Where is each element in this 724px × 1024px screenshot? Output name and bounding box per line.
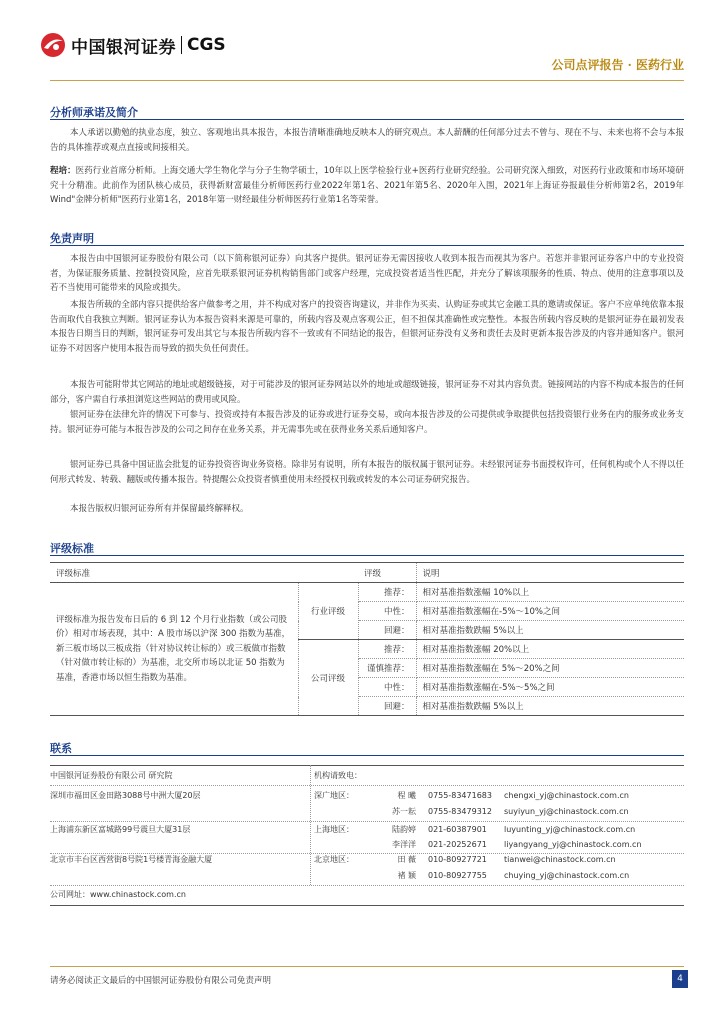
contact-address-beijing: 北京市丰台区西营街8号院1号楼青海金融大厦 bbox=[50, 855, 213, 864]
contact-name: 褚 颖 bbox=[397, 871, 416, 880]
contact-phone: 021-20252671 bbox=[428, 840, 487, 849]
rating-level: 推荐： bbox=[358, 583, 416, 602]
contact-email[interactable]: tianwei@chinastock.com.cn bbox=[504, 855, 616, 864]
contact-sales-label: 机构请致电： bbox=[314, 771, 362, 780]
industry-rating-label: 行业评级 bbox=[298, 583, 358, 640]
contact-section-title: 联系 bbox=[50, 740, 684, 756]
contact-phone: 0755-83479312 bbox=[428, 807, 492, 816]
analyst-bio-text: 医药行业首席分析师。上海交通大学生物化学与分子生物学硕士，10年以上医学检验行业+医药行业研究经验。公司研究深入细致，对医药行业政策和市场环境研究十分精准。此前作为团队核心成员，获得新财富最佳分析师医药行业2022年第1名、2021年第5名、2020年入围，2021年上海证券报最佳分析师第2名，2019年Wind"金牌分析师"医药行业第1名，2018年第一财经最佳分析师医药行业第1名等荣誉。 bbox=[50, 166, 684, 205]
disclaimer-paragraph-2 bbox=[50, 298, 684, 356]
logo-separator bbox=[181, 36, 182, 54]
rating-standard-text: 评级标准为报告发布日后的 6 到 12 个月行业指数（或公司股价）相对市场表现，其中：A 股市场以沪深 300 指数为基准，新三板市场以三板成指（针对协议转让标的）或三板做市指数（针对做市转让标的）为基准，北交所市场以北证 50 指数为基准，香港市场以恒生指数为基准。 bbox=[50, 583, 298, 716]
disclaimer-text-6: 本报告版权归银河证券所有并保留最终解释权。 bbox=[70, 504, 249, 514]
rating-level: 回避： bbox=[358, 621, 416, 640]
contact-name: 程 曦 bbox=[397, 791, 416, 800]
disclaimer-paragraph-5 bbox=[50, 458, 684, 487]
contact-email[interactable]: luyunting_yj@chinastock.com.cn bbox=[504, 825, 636, 834]
contact-address-shanghai: 上海浦东新区富城路99号震旦大厦31层 bbox=[50, 825, 191, 834]
contact-email[interactable]: chuying_yj@chinastock.com.cn bbox=[504, 871, 630, 880]
rating-level: 中性： bbox=[358, 678, 416, 697]
table-row bbox=[50, 583, 684, 602]
contact-phone: 010-80927755 bbox=[428, 871, 487, 880]
contact-address-shenzhen: 深圳市福田区金田路3088号中洲大厦20层 bbox=[50, 791, 201, 800]
rating-col-desc: 说明 bbox=[416, 563, 684, 583]
company-rating-label: 公司评级 bbox=[298, 640, 358, 716]
contact-company: 中国银河证券股份有限公司 研究院 bbox=[50, 771, 173, 780]
galaxy-logo-icon bbox=[40, 32, 66, 58]
analyst-commitment bbox=[50, 126, 684, 155]
contact-region-beijing: 北京地区： bbox=[314, 855, 354, 864]
disclaimer-text-4: 银河证券在法律允许的情况下可参与、投资或持有本报告涉及的证券或进行证券交易，或向本报告涉及的公司提供或争取提供包括投资银行业务在内的服务或业务支持。银河证券可能与本报告涉及的公司之间存在业务关系，并无需事先或在获得业务关系后通知客户。 bbox=[50, 410, 684, 435]
contact-divider bbox=[50, 785, 684, 786]
contact-top-border bbox=[50, 765, 684, 766]
analyst-section-title: 分析师承诺及简介 bbox=[50, 104, 684, 120]
disclaimer-paragraph-4 bbox=[50, 408, 684, 437]
contact-divider bbox=[50, 821, 684, 822]
rating-desc: 相对基准指数涨幅在-5%～10%之间 bbox=[416, 602, 684, 621]
page-number: 4 bbox=[672, 970, 688, 988]
company-website[interactable]: 公司网址：www.chinastock.com.cn bbox=[50, 890, 186, 899]
rating-desc: 相对基准指数跌幅 5%以上 bbox=[416, 697, 684, 716]
analyst-name: 程培： bbox=[50, 166, 76, 176]
contact-bottom-border bbox=[50, 905, 684, 906]
rating-col-level: 评级 bbox=[358, 563, 416, 583]
contact-email[interactable]: liyangyang_yj@chinastock.com.cn bbox=[504, 840, 642, 849]
contact-name: 李洋洋 bbox=[392, 840, 416, 849]
rating-desc: 相对基准指数跌幅 5%以上 bbox=[416, 621, 684, 640]
disclaimer-paragraph-6 bbox=[50, 502, 684, 517]
contact-region-shanghai: 上海地区： bbox=[314, 825, 354, 834]
rating-table bbox=[50, 562, 684, 716]
company-logo bbox=[40, 30, 226, 60]
analyst-bio bbox=[50, 164, 684, 208]
header-divider bbox=[50, 80, 684, 81]
contact-phone: 0755-83471683 bbox=[428, 791, 492, 800]
contact-divider bbox=[50, 885, 684, 886]
contact-name: 苏一耘 bbox=[392, 807, 416, 816]
contact-name: 陆韵婷 bbox=[392, 825, 416, 834]
contact-name: 田 薇 bbox=[397, 855, 416, 864]
disclaimer-paragraph-1 bbox=[50, 252, 684, 296]
contact-row bbox=[50, 823, 684, 837]
rating-level: 推荐： bbox=[358, 640, 416, 659]
contact-region-shenzhen: 深广地区： bbox=[314, 791, 354, 800]
contact-phone: 021-60387901 bbox=[428, 825, 487, 834]
disclaimer-text-2: 本报告所载的全部内容只提供给客户做参考之用，并不构成对客户的投资咨询建议，并非作为买卖、认购证券或其它金融工具的邀请或保证。客户不应单纯依靠本报告而取代自我独立判断。银河证券认为本报告资料来源是可靠的，所载内容及观点客观公正，但不担保其准确性或完整性。本报告所载内容反映的是银河证券在最初发表本报告日期当日的判断，银河证券可发出其它与本报告所载内容不一致或有不同结论的报告，但银河证券没有义务和责任去及时更新本报告涉及的内容并通知客户。银河证券不对因客户使用本报告而导致的损失负任何责任。 bbox=[50, 300, 684, 354]
page-header bbox=[40, 24, 684, 84]
rating-col-standard: 评级标准 bbox=[50, 563, 298, 583]
footer-disclaimer: 请务必阅读正文最后的中国银河证券股份有限公司免责声明 bbox=[50, 976, 272, 986]
rating-desc: 相对基准指数涨幅 20%以上 bbox=[416, 640, 684, 659]
report-type: 公司点评报告 · 医药行业 bbox=[551, 58, 684, 72]
contact-row bbox=[50, 869, 684, 883]
disclaimer-text-5: 银河证券已具备中国证监会批复的证券投资咨询业务资格。除非另有说明，所有本报告的版权属于银河证券。未经银河证券书面授权许可，任何机构或个人不得以任何形式转发、转载、翻版或传播本报告。特提醒公众投资者慎重使用未经授权刊载或转发的本公司证券研究报告。 bbox=[50, 460, 684, 485]
contact-email[interactable]: chengxi_yj@chinastock.com.cn bbox=[504, 791, 629, 800]
rating-desc: 相对基准指数涨幅在-5%～5%之间 bbox=[416, 678, 684, 697]
contact-phone: 010-80927721 bbox=[428, 855, 487, 864]
disclaimer-paragraph-3 bbox=[50, 378, 684, 407]
rating-level: 谨慎推荐： bbox=[358, 659, 416, 678]
disclaimer-text-3: 本报告可能附带其它网站的地址或超级链接，对于可能涉及的银河证券网站以外的地址或超级链接，银河证券不对其内容负责。链接网站的内容不构成本报告的任何部分，客户需自行承担浏览这些网站的费用或风险。 bbox=[50, 380, 684, 405]
rating-level: 中性： bbox=[358, 602, 416, 621]
contact-row bbox=[50, 853, 684, 867]
rating-desc: 相对基准指数涨幅在 5%～20%之间 bbox=[416, 659, 684, 678]
disclaimer-section-title: 免责声明 bbox=[50, 230, 684, 246]
analyst-commitment-text: 本人承诺以勤勉的执业态度，独立、客观地出具本报告，本报告清晰准确地反映本人的研究观点。本人薪酬的任何部分过去不曾与、现在不与、未来也将不会与本报告的具体推荐或观点直接或间接相关。 bbox=[50, 128, 684, 153]
contact-email[interactable]: suyiyun_yj@chinastock.com.cn bbox=[504, 807, 629, 816]
logo-chinese-name: 中国银河证券 bbox=[71, 37, 176, 58]
disclaimer-text-1: 本报告由中国银河证券股份有限公司（以下简称银河证券）向其客户提供。银河证券无需因接收人收到本报告而视其为客户。若您并非银河证券客户中的专业投资者，为保证服务质量、控制投资风险，应首先联系银河证券机构销售部门或客户经理，完成投资者适当性匹配，并充分了解该项服务的性质、特点、使用的注意事项以及若不当使用可能带来的风险或损失。 bbox=[50, 254, 684, 293]
contact-website-row bbox=[50, 888, 684, 902]
rating-desc: 相对基准指数涨幅 10%以上 bbox=[416, 583, 684, 602]
contact-row bbox=[50, 789, 684, 803]
contact-row bbox=[50, 838, 684, 852]
contact-row bbox=[50, 805, 684, 819]
contact-header-row bbox=[50, 769, 684, 783]
rating-section-title: 评级标准 bbox=[50, 540, 684, 556]
rating-level: 回避： bbox=[358, 697, 416, 716]
rating-table-header bbox=[50, 563, 684, 583]
logo-english-name: CGS bbox=[187, 35, 226, 55]
footer-divider bbox=[50, 966, 684, 967]
